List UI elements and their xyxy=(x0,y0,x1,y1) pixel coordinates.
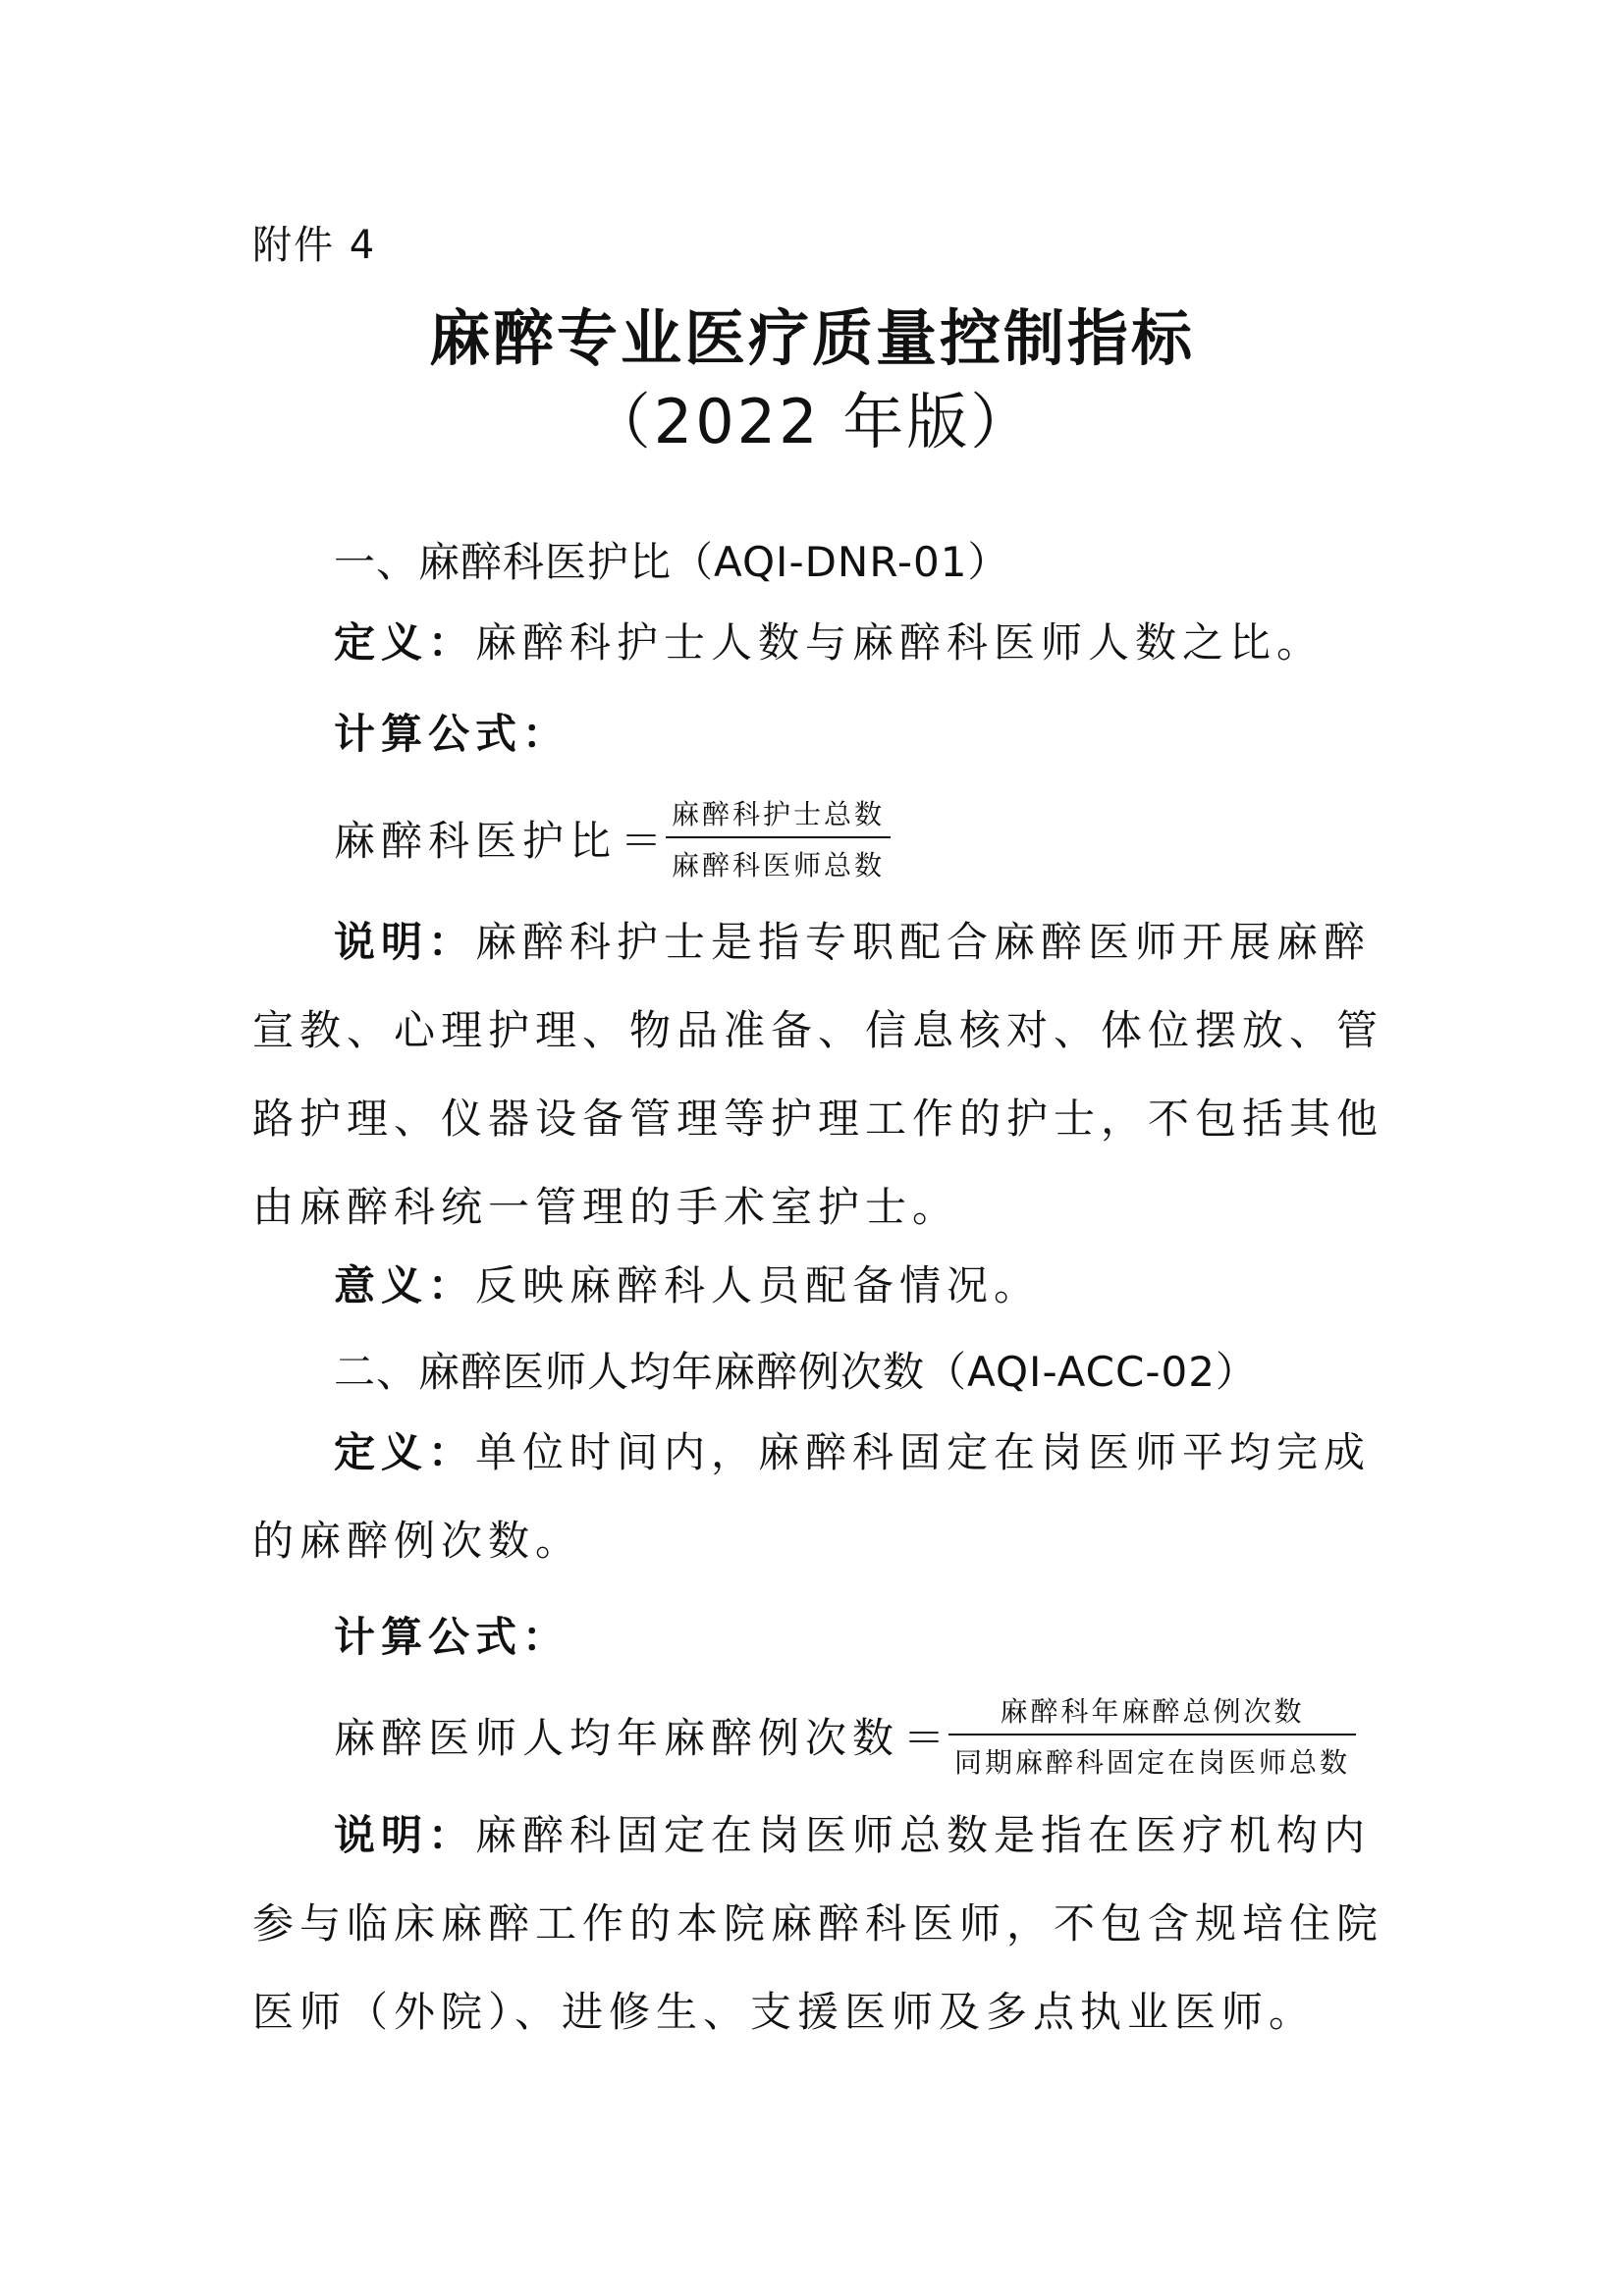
section1-meaning-label: 意义： xyxy=(334,1261,476,1309)
section1-formula-label: 计算公式： xyxy=(334,710,570,758)
section1-definition xyxy=(252,599,1391,687)
section2-formula-equals: ＝ xyxy=(903,1714,946,1762)
attachment-label: 附件 4 xyxy=(252,223,377,268)
section1-meaning xyxy=(252,1242,1391,1330)
section2-definition xyxy=(252,1409,1391,1585)
section1-note xyxy=(252,898,1391,1252)
section1-formula-denominator: 麻醉科医师总数 xyxy=(672,849,886,881)
section1-formula xyxy=(334,793,891,883)
section1-definition-label: 定义： xyxy=(334,618,476,667)
section2-definition-text: 单位时间内，麻醉科固定在岗医师平均完成的麻醉例次数。 xyxy=(252,1428,1372,1565)
section1-note-label: 说明： xyxy=(334,918,476,966)
section1-meaning-text: 反映麻醉科人员配备情况。 xyxy=(475,1261,1042,1309)
section2-formula-lhs: 麻醉医师人均年麻醉例次数 xyxy=(334,1714,900,1762)
document-title: 麻醉专业医疗质量控制指标 xyxy=(428,302,1195,374)
section2-formula-fraction xyxy=(948,1690,1356,1781)
section1-definition-text: 麻醉科护士人数与麻醉科医师人数之比。 xyxy=(475,618,1325,667)
section1-heading: 一、麻醉科医护比（AQI-DNR-01） xyxy=(334,538,1010,586)
section2-note-label: 说明： xyxy=(334,1811,476,1859)
section2-formula-numerator: 麻醉科年麻醉总例次数 xyxy=(1000,1695,1305,1728)
section2-note-text: 麻醉科固定在岗医师总数是指在医疗机构内参与临床麻醉工作的本院麻醉科医师，不包含规培住院医师（外院）、进修生、支援医师及多点执业医师。 xyxy=(252,1811,1384,2036)
section2-formula-denominator: 同期麻醉科固定在岗医师总数 xyxy=(954,1746,1351,1779)
section2-formula-label: 计算公式： xyxy=(334,1613,570,1661)
section2-definition-label: 定义： xyxy=(334,1428,476,1476)
section1-formula-equals: ＝ xyxy=(621,817,663,865)
section1-note-text: 麻醉科护士是指专职配合麻醉医师开展麻醉宣教、心理护理、物品准备、信息核对、体位摆放、管路护理、仪器设备管理等护理工作的护士，不包括其他由麻醉科统一管理的手术室护士。 xyxy=(252,918,1384,1231)
section1-formula-fraction xyxy=(666,793,891,883)
section2-formula xyxy=(334,1690,1356,1781)
section2-heading: 二、麻醉医师人均年麻醉例次数（AQI-ACC-02） xyxy=(334,1348,1258,1396)
section1-formula-lhs: 麻醉科医护比 xyxy=(334,817,618,865)
document-subtitle-edition: （2022 年版） xyxy=(589,386,1035,457)
section2-note xyxy=(252,1791,1391,2056)
section1-formula-numerator: 麻醉科护士总数 xyxy=(672,798,886,830)
